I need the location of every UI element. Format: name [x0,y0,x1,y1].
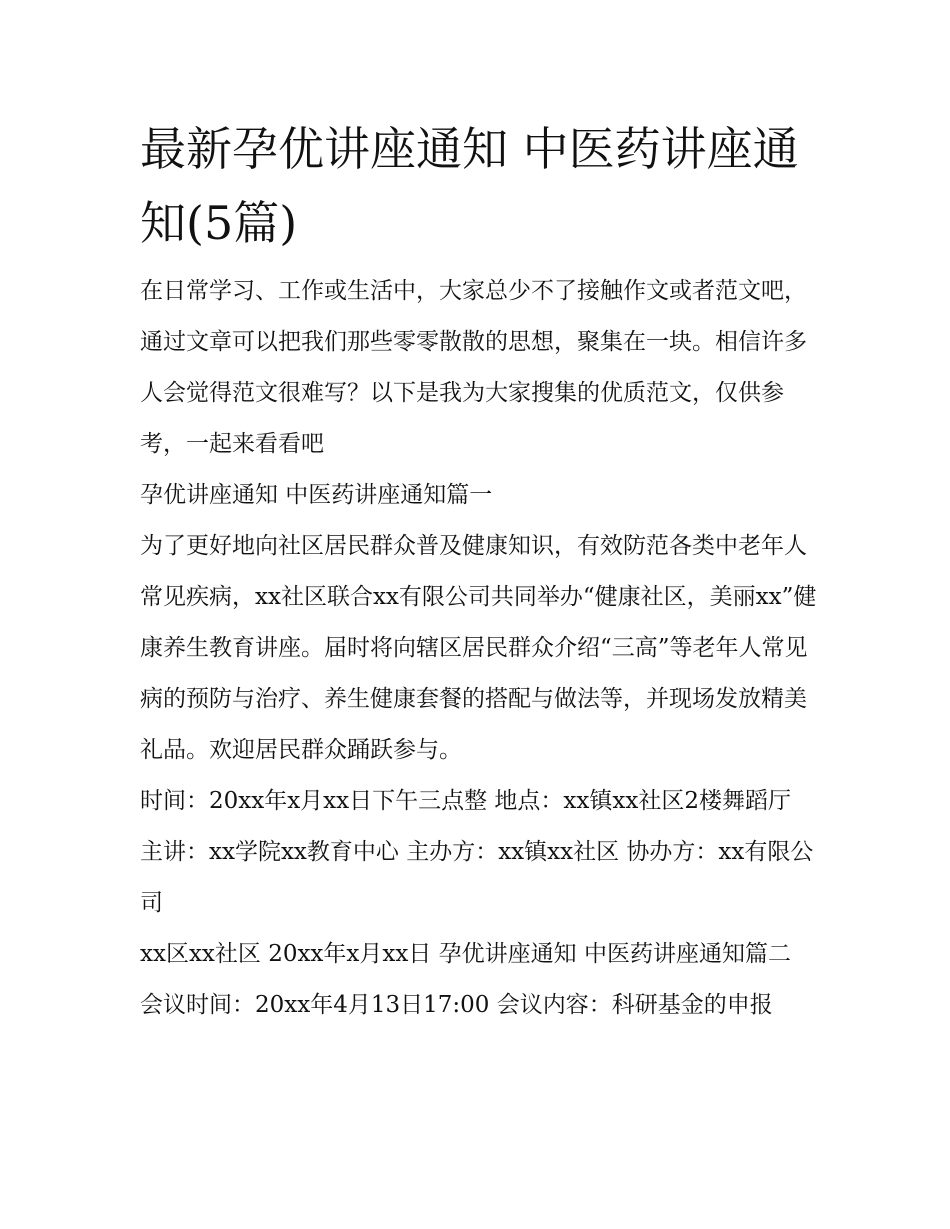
section-heading-1: 孕优讲座通知 中医药讲座通知篇一 [140,482,493,508]
signature-and-section-2-paragraph: xx区xx社区 20xx年x月xx日 孕优讲座通知 中医药讲座通知篇二 会议时间：20xx年4月13日17:00 会议内容：科研基金的申报 [140,941,791,1018]
notice-paragraph: 为了更好地向社区居民群众普及健康知识，有效防范各类中老年人常见疾病，xx社区联合xx有限公司共同举办“健康社区，美丽xx”健康养生教育讲座。届时将向辖区居民群众介绍“三高”等老年人常见病的预防与治疗、养生健康套餐的搭配与做法等，并现场发放精美礼品。欢迎居民群众踊跃参与。 [140,533,817,763]
intro-paragraph: 在日常学习、工作或生活中，大家总少不了接触作文或者范文吧，通过文章可以把我们那些零零散散的思想，聚集在一块。相信许多人会觉得范文很难写？以下是我为大家搜集的优质范文，仅供参考，一起来看看吧 [140,278,807,457]
document-page [140,112,820,1031]
document-title: 最新孕优讲座通知 中医药讲座通知(5篇) [140,122,799,250]
event-details-paragraph: 时间：20xx年x月xx日下午三点整 地点：xx镇xx社区2楼舞蹈厅 主讲：xx学院xx教育中心 主办方：xx镇xx社区 协办方：xx有限公司 [140,788,814,916]
